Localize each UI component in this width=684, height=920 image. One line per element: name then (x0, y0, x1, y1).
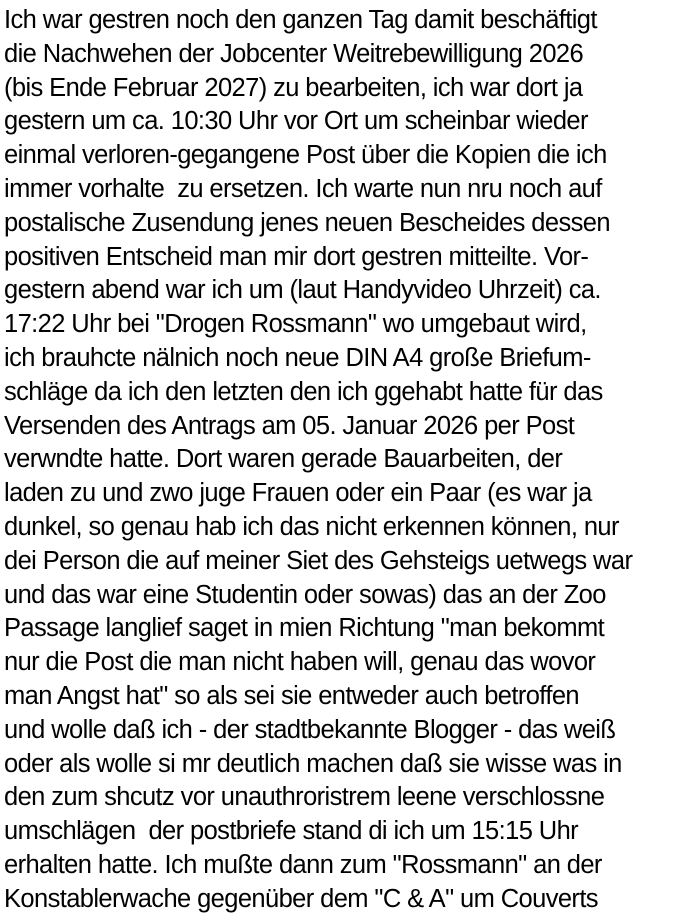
text-line: erhalten hatte. Ich mußte dann zum "Rossmann" an der (4, 850, 602, 879)
text-line: man Angst hat" so als sei sie entweder auch betroffen (4, 681, 579, 710)
text-line: den zum shcutz vor unauthroristrem leene verschlossne (4, 783, 605, 812)
text-line: gestern abend war ich um (laut Handyvideo Uhrzeit) ca. (4, 276, 601, 305)
text-line: Konstablerwache gegenüber dem "C & A" um Couverts (4, 884, 598, 913)
text-line: ich brauhcte nälnich noch neue DIN A4 große Briefum- (4, 343, 591, 372)
text-line: gestern um ca. 10:30 Uhr vor Ort um scheinbar wieder (4, 107, 588, 136)
text-line: laden zu und zwo juge Frauen oder ein Paar (es war ja (4, 479, 592, 508)
text-line: Versenden des Antrags am 05. Januar 2026 per Post (4, 411, 575, 440)
text-line: dei Person die auf meiner Siet des Gehsteigs uetwegs war (4, 546, 633, 575)
text-line: einmal verloren-gegangene Post über die Kopien die ich (4, 141, 607, 170)
text-line: positiven Entscheid man mir dort gestren mitteilte. Vor- (4, 242, 589, 271)
text-line: und das war eine Studentin oder sowas) das an der Zoo (4, 580, 606, 609)
text-line: verwndte hatte. Dort waren gerade Bauarbeiten, der (4, 445, 563, 474)
text-line: postalische Zusendung jenes neuen Bescheides dessen (4, 208, 610, 237)
text-line: dunkel, so genau hab ich das nicht erkennen können, nur (4, 512, 619, 541)
text-line: (bis Ende Februar 2027) zu bearbeiten, ich war dort ja (4, 73, 583, 102)
text-line: 17:22 Uhr bei "Drogen Rossmann" wo umgebaut wird, (4, 310, 587, 339)
text-line: immer vorhalte zu ersetzen. Ich warte nun nru noch auf (4, 174, 602, 203)
text-line: die Nachwehen der Jobcenter Weitrebewilligung 2026 (4, 39, 584, 68)
text-line: Ich war gestren noch den ganzen Tag damit beschäftigt (4, 6, 597, 34)
text-line: umschlägen der postbriefe stand di ich um 15:15 Uhr (4, 817, 579, 846)
text-line: schläge da ich den letzten den ich ggehabt hatte für das (4, 377, 603, 406)
document-text (4, 4, 684, 917)
text-line: Passage langlief saget in mien Richtung "man bekommt (4, 614, 605, 643)
text-line: nur die Post die man nicht haben will, genau das wovor (4, 648, 596, 677)
text-line: und wolle daß ich - der stadtbekannte Blogger - das weiß (4, 715, 616, 744)
text-line: oder als wolle si mr deutlich machen daß sie wisse was in (4, 749, 622, 778)
